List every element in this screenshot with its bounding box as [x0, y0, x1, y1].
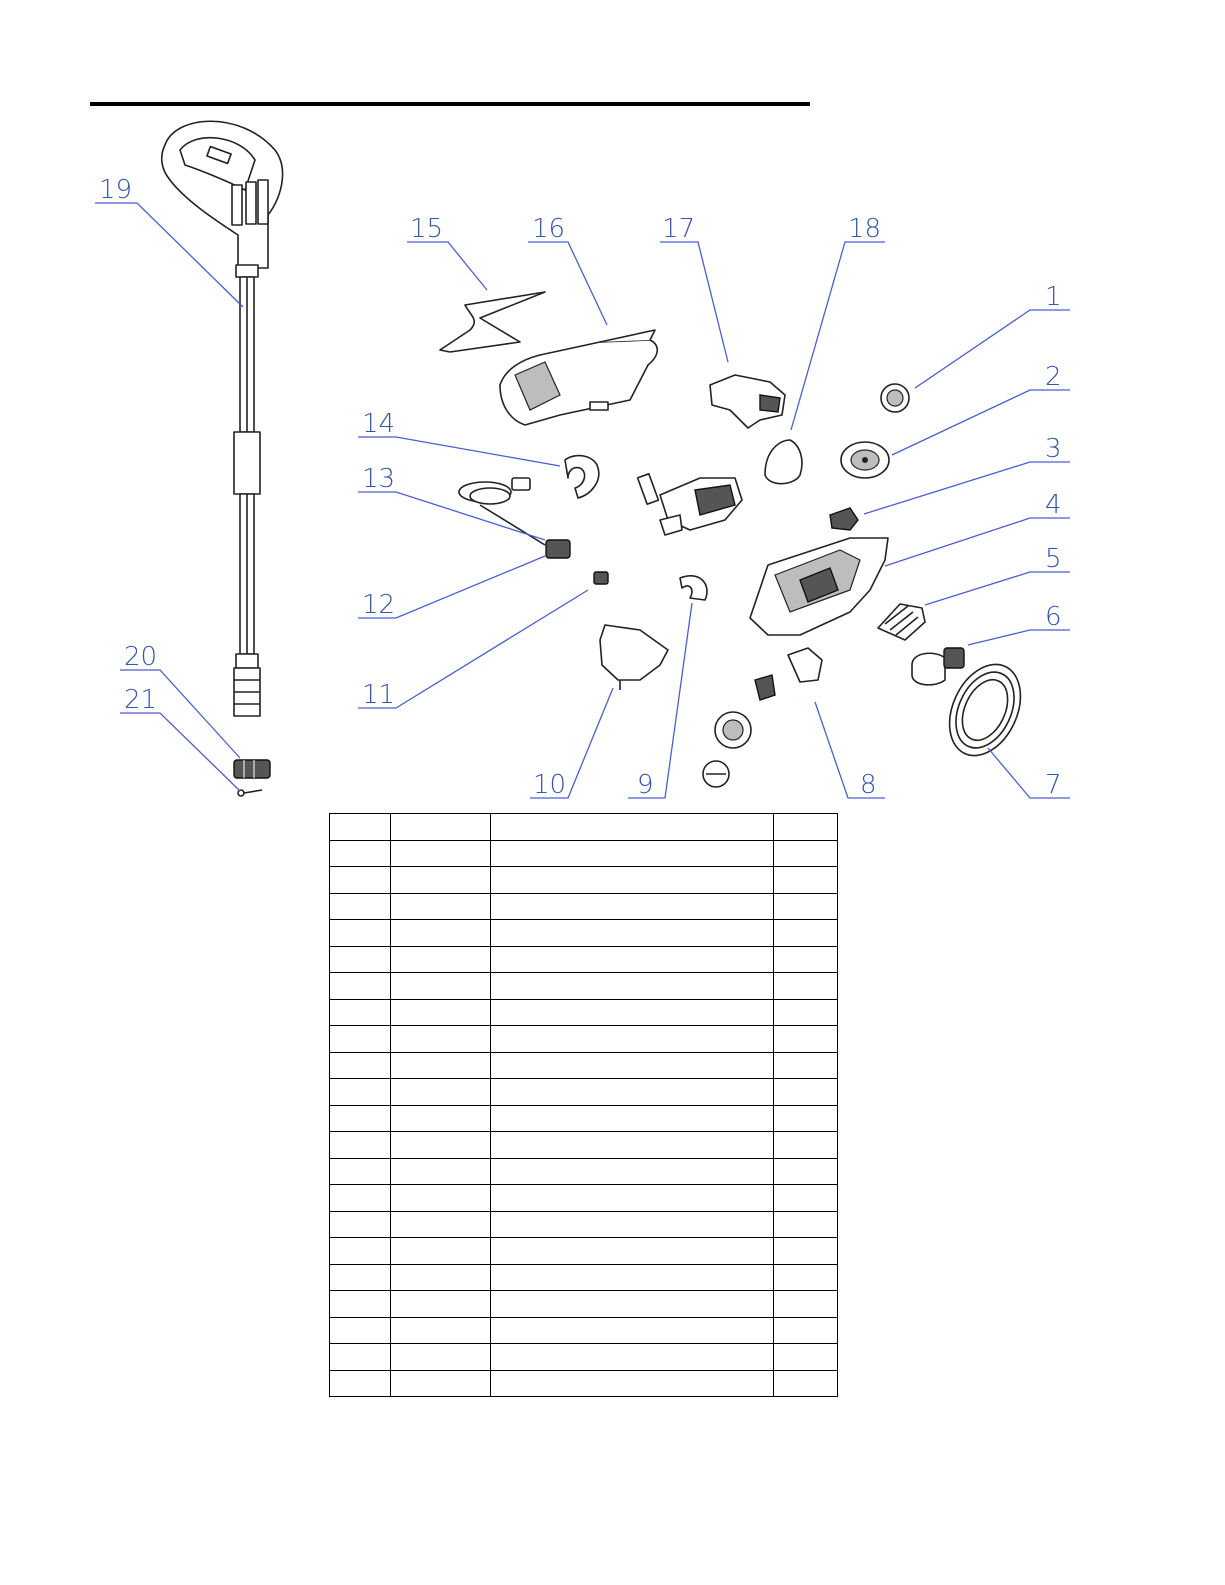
table-cell — [491, 1370, 774, 1397]
table-cell — [491, 1026, 774, 1053]
parts-list-table — [329, 813, 838, 1397]
callout-10: 10 — [533, 770, 567, 800]
table-cell — [491, 814, 774, 841]
callout-1: 1 — [1045, 282, 1062, 312]
table-cell — [330, 1052, 391, 1079]
table-cell — [391, 1052, 491, 1079]
callout-20: 20 — [124, 642, 158, 672]
table-cell — [330, 1105, 391, 1132]
table-cell — [774, 1185, 838, 1212]
table-row — [330, 1158, 838, 1185]
callout-17: 17 — [662, 214, 696, 244]
table-cell — [774, 1211, 838, 1238]
table-cell — [491, 1211, 774, 1238]
table-cell — [330, 1132, 391, 1159]
table-cell — [391, 1238, 491, 1265]
upper-housing-part-16 — [500, 330, 657, 425]
wheel-cap-part-1 — [881, 384, 909, 412]
table-cell — [391, 973, 491, 1000]
table-cell — [491, 973, 774, 1000]
table-cell — [330, 1264, 391, 1291]
table-row — [330, 1291, 838, 1318]
table-cell — [774, 1052, 838, 1079]
table-cell — [491, 1158, 774, 1185]
table-cell — [330, 920, 391, 947]
motor-pump-assembly — [638, 474, 742, 535]
table-row — [330, 840, 838, 867]
table-cell — [774, 1132, 838, 1159]
table-cell — [391, 1344, 491, 1371]
callout-19: 19 — [99, 175, 133, 205]
table-cell — [391, 1317, 491, 1344]
callout-7: 7 — [1045, 770, 1062, 800]
table-cell — [491, 1264, 774, 1291]
table-cell — [391, 920, 491, 947]
table-cell — [774, 973, 838, 1000]
table-cell — [491, 1105, 774, 1132]
table-cell — [491, 1291, 774, 1318]
capacitor-part-12 — [546, 540, 570, 558]
table-cell — [330, 1211, 391, 1238]
table-cell — [330, 1291, 391, 1318]
table-cell — [330, 973, 391, 1000]
callout-2: 2 — [1045, 362, 1062, 392]
table-row — [330, 1344, 838, 1371]
bracket-part-8 — [755, 648, 822, 700]
table-cell — [330, 1238, 391, 1265]
table-cell — [774, 814, 838, 841]
table-row — [330, 1238, 838, 1265]
table-cell — [491, 1185, 774, 1212]
table-row — [330, 946, 838, 973]
table-cell — [330, 1344, 391, 1371]
table-row — [330, 867, 838, 894]
table-row — [330, 814, 838, 841]
table-cell — [391, 840, 491, 867]
callout-11: 11 — [362, 680, 396, 710]
wheel-bottom — [715, 712, 751, 748]
table-row — [330, 1132, 838, 1159]
table-cell — [774, 867, 838, 894]
table-cell — [491, 893, 774, 920]
wheel-part-2 — [841, 442, 889, 478]
table-cell — [491, 867, 774, 894]
table-row — [330, 999, 838, 1026]
table-cell — [330, 1079, 391, 1106]
table-cell — [491, 999, 774, 1026]
table-cell — [391, 1105, 491, 1132]
pump-head-part-17 — [710, 375, 785, 428]
table-cell — [774, 1026, 838, 1053]
callout-13: 13 — [362, 464, 396, 494]
table-cell — [491, 1052, 774, 1079]
table-cell — [774, 1158, 838, 1185]
table-cell — [391, 1185, 491, 1212]
table-cell — [774, 1317, 838, 1344]
table-cell — [391, 946, 491, 973]
table-cell — [774, 999, 838, 1026]
table-cell — [391, 893, 491, 920]
table-cell — [330, 814, 391, 841]
table-cell — [391, 1026, 491, 1053]
table-cell — [391, 1079, 491, 1106]
table-cell — [491, 1238, 774, 1265]
table-row — [330, 893, 838, 920]
table-cell — [774, 920, 838, 947]
table-cell — [391, 867, 491, 894]
table-cell — [774, 1370, 838, 1397]
table-cell — [330, 893, 391, 920]
table-cell — [774, 1291, 838, 1318]
table-cell — [330, 946, 391, 973]
filter-part-5 — [878, 604, 925, 640]
table-row — [330, 1211, 838, 1238]
table-row — [330, 1185, 838, 1212]
table-cell — [391, 1211, 491, 1238]
callout-8: 8 — [860, 770, 877, 800]
table-row — [330, 1079, 838, 1106]
table-cell — [391, 814, 491, 841]
table-cell — [330, 1026, 391, 1053]
power-cord-part-13 — [459, 478, 545, 545]
clip-part-9 — [680, 576, 707, 600]
callout-6: 6 — [1045, 602, 1062, 632]
table-row — [330, 1264, 838, 1291]
table-cell — [491, 840, 774, 867]
callout-4: 4 — [1045, 490, 1062, 520]
dome-cap-part-18 — [765, 440, 802, 484]
table-cell — [774, 1264, 838, 1291]
cord-clamp-part-14 — [565, 456, 599, 498]
needle-part-21 — [238, 790, 262, 796]
nozzle-part-20 — [234, 760, 270, 778]
table-cell — [391, 1158, 491, 1185]
table-row — [330, 1105, 838, 1132]
table-cell — [774, 1344, 838, 1371]
switch-part-11 — [594, 572, 608, 584]
knob-part-3 — [830, 508, 858, 530]
table-cell — [491, 946, 774, 973]
table-cell — [330, 1317, 391, 1344]
table-row — [330, 1026, 838, 1053]
table-row — [330, 1052, 838, 1079]
table-cell — [491, 1317, 774, 1344]
table-cell — [330, 1370, 391, 1397]
callout-3: 3 — [1045, 434, 1062, 464]
callout-16: 16 — [532, 214, 566, 244]
callout-21: 21 — [124, 685, 158, 715]
callout-5: 5 — [1045, 544, 1062, 574]
table-cell — [491, 920, 774, 947]
table-cell — [391, 1132, 491, 1159]
table-cell — [774, 1105, 838, 1132]
table-cell — [330, 1185, 391, 1212]
table-cell — [391, 1370, 491, 1397]
table-cell — [774, 893, 838, 920]
callout-9: 9 — [637, 770, 654, 800]
table-cell — [391, 999, 491, 1026]
table-cell — [330, 840, 391, 867]
table-cell — [774, 1079, 838, 1106]
table-cell — [330, 867, 391, 894]
inlet-connector-part-6 — [912, 648, 964, 685]
table-cell — [491, 1079, 774, 1106]
table-row — [330, 920, 838, 947]
table-cell — [391, 1291, 491, 1318]
callout-18: 18 — [848, 214, 882, 244]
callout-12: 12 — [362, 590, 396, 620]
callout-15: 15 — [410, 214, 444, 244]
motor-base-part-10 — [600, 625, 668, 690]
table-cell — [330, 999, 391, 1026]
table-cell — [774, 1238, 838, 1265]
table-row — [330, 1317, 838, 1344]
table-cell — [330, 1158, 391, 1185]
table-cell — [774, 946, 838, 973]
table-cell — [774, 840, 838, 867]
table-row — [330, 1370, 838, 1397]
wheel-cap-bottom — [703, 761, 729, 787]
lower-housing-part-4 — [750, 538, 888, 635]
table-cell — [391, 1264, 491, 1291]
table-cell — [491, 1344, 774, 1371]
table-cell — [491, 1132, 774, 1159]
spray-gun-lance-part-19 — [162, 121, 283, 716]
callout-14: 14 — [362, 409, 396, 439]
hose-coil-part-7 — [936, 653, 1035, 767]
handle-cover-part-15 — [440, 292, 545, 352]
table-row — [330, 973, 838, 1000]
